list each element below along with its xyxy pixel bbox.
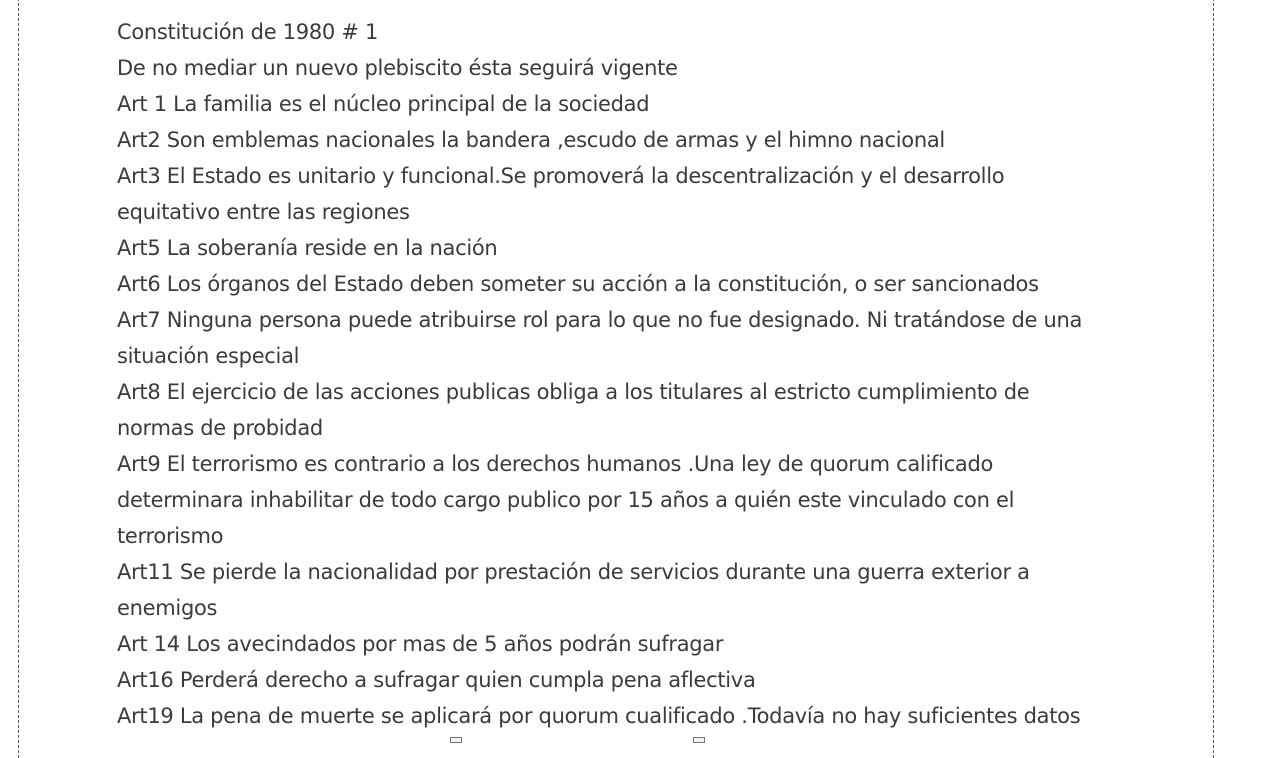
text-line: Art 1 La familia es el núcleo principal de la sociedad [117,92,650,116]
resize-handle[interactable] [693,737,705,743]
text-line: Art8 El ejercicio de las acciones publicas obliga a los titulares al estricto cumplimiento de [117,380,1030,404]
text-line: Art19 La pena de muerte se aplicará por quorum cualificado .Todavía no hay suficientes datos [117,704,1081,728]
text-line: enemigos [117,596,218,620]
text-line: Art3 El Estado es unitario y funcional.Se promoverá la descentralización y el desarrollo [117,164,1005,188]
text-line: Art7 Ninguna persona puede atribuirse rol para lo que no fue designado. Ni tratándose de una [117,308,1083,332]
text-line: Art2 Son emblemas nacionales la bandera ,escudo de armas y el himno nacional [117,128,945,152]
text-line: Art16 Perderá derecho a sufragar quien cumpla pena aflectiva [117,668,756,692]
text-line: Art6 Los órganos del Estado deben someter su acción a la constitución, o ser sancionados [117,272,1039,296]
text-line: Art 14 Los avecindados por mas de 5 años podrán sufragar [117,632,724,656]
text-line: De no mediar un nuevo plebiscito ésta seguirá vigente [117,56,678,80]
text-line: normas de probidad [117,416,323,440]
text-line: situación especial [117,344,300,368]
resize-handle[interactable] [450,737,462,743]
text-line: determinara inhabilitar de todo cargo publico por 15 años a quién este vinculado con el [117,488,1015,512]
document-title: Constitución de 1980 # 1 [117,20,379,44]
text-line: Art11 Se pierde la nacionalidad por prestación de servicios durante una guerra exterior a [117,560,1030,584]
text-line: Art9 El terrorismo es contrario a los derechos humanos .Una ley de quorum calificado [117,452,994,476]
text-line: Art5 La soberanía reside en la nación [117,236,498,260]
text-line: terrorismo [117,524,224,548]
document-body [117,14,1117,734]
text-line: equitativo entre las regiones [117,200,410,224]
